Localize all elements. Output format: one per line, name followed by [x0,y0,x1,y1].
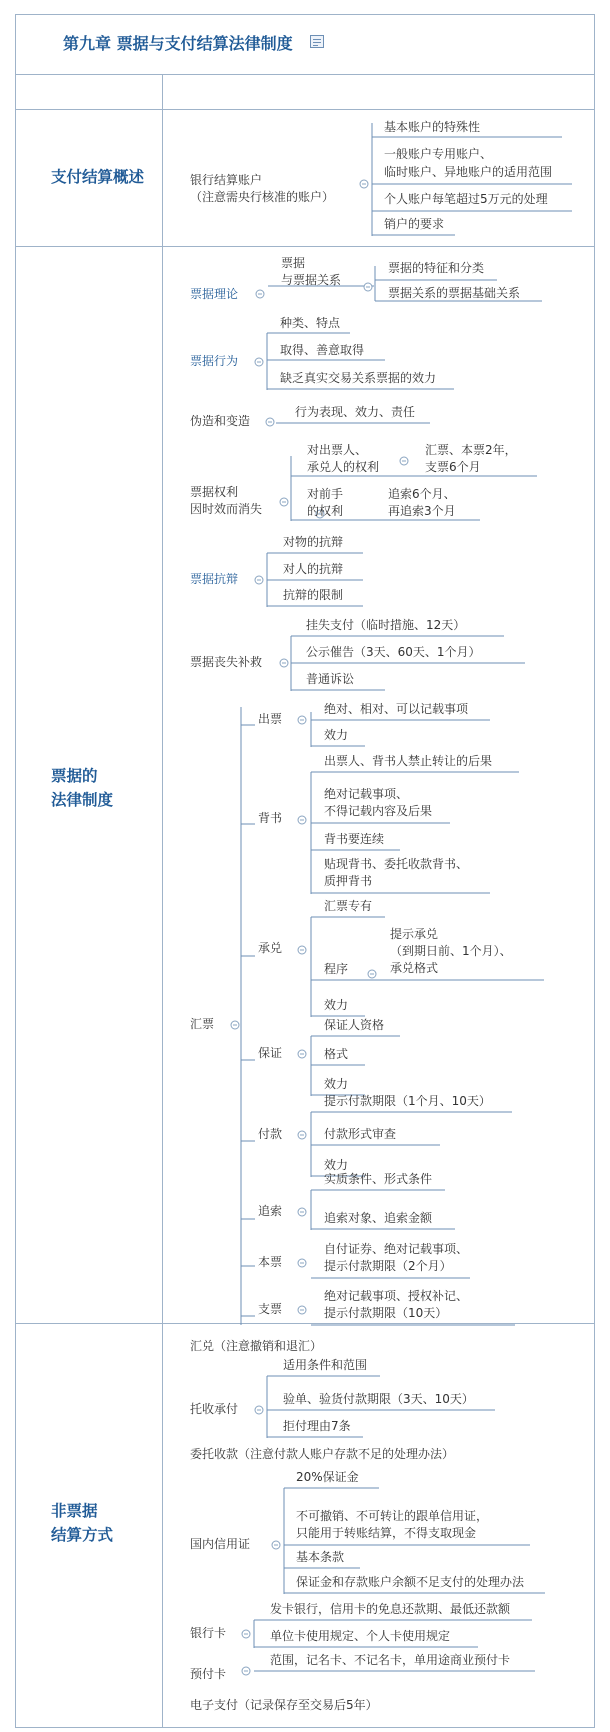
leaf: 绝对记载事项、授权补记、 提示付款期限（10天） [324,1289,469,1320]
leaf: 提示承兑 （到期日前、1个月）、 承兑格式 [390,927,512,975]
page-title: 第九章 票据与支付结算法律制度 [63,34,293,53]
node-remit: 汇兑（注意撤销和退汇） [190,1339,323,1353]
leaf: 不可撤销、不可转让的跟单信用证， 只能用于转账结算，不得支取现金 [296,1509,489,1540]
leaf: 汇票、本票2年， 支票6个月 [425,443,517,474]
node-forge: 伪造和变造 [190,414,251,428]
leaf: 销户的要求 [384,217,445,231]
node-cheque: 支票 [258,1302,283,1316]
node-pay: 付款 [258,1127,283,1141]
leaf: 效力 [324,998,349,1012]
leaf: 绝对记载事项、 不得记载内容及后果 [324,787,433,818]
leaf: 行为表现、效力、责任 [295,405,416,419]
leaf: 单位卡使用规定、个人卡使用规定 [270,1629,451,1643]
node-epay: 电子支付（记录保存至交易后5年） [190,1698,378,1712]
node-theory: 票据理论 [190,287,239,301]
node-lc: 国内信用证 [190,1537,251,1551]
leaf: 验单、验货付款期限（3天、10天） [283,1392,474,1406]
leaf: 效力 [324,1077,349,1091]
node-rights-mid2: 对前手 的权利 [307,487,344,518]
leaf: 付款形式审查 [324,1127,397,1141]
node-issue: 出票 [258,712,283,726]
node-acts: 票据行为 [190,354,239,368]
leaf: 格式 [324,1047,349,1061]
section-negotiable-instruments: 票据的 法律制度 [51,767,114,809]
leaf: 公示催告（3天、60天、1个月） [306,645,481,659]
leaf: 一般账户专用账户、 [384,147,493,161]
node-defense: 票据抗辩 [190,572,239,586]
leaf: 种类、特点 [280,316,341,330]
node-card: 银行卡 [190,1626,227,1640]
leaf: 适用条件和范围 [283,1358,368,1372]
leaf: 对物的抗辩 [283,535,344,549]
section-payment-overview: 支付结算概述 [51,168,145,186]
leaf: 普通诉讼 [306,672,355,686]
leaf: 20%保证金 [296,1470,359,1484]
node-rights: 票据权利 因时效而消失 [190,485,263,516]
node-prepaid: 预付卡 [190,1667,227,1681]
node-draft: 汇票 [190,1017,215,1031]
leaf: 效力 [324,1158,349,1172]
leaf: 发卡银行，信用卡的免息还款期、最低还款额 [270,1602,511,1616]
leaf: 绝对、相对、可以记载事项 [324,702,469,716]
node-accept: 承兑 [258,941,283,955]
section-non-instrument-settlement: 非票据 结算方式 [51,1502,114,1544]
leaf: 个人账户每笔超过5万元的处理 [384,192,548,206]
leaf: 汇票专有 [324,899,373,913]
leaf: 贴现背书、委托收款背书、 质押背书 [324,857,469,888]
leaf: 背书要连续 [324,832,385,846]
leaf: 临时账户、异地账户的适用范围 [384,165,553,179]
leaf: 基本条款 [296,1550,345,1564]
bank-account-node: 银行结算账户 （注意需央行核准的账户） [190,173,335,204]
node-theory-mid: 票据 与票据关系 [281,256,342,287]
leaf: 实质条件、形式条件 [324,1172,433,1186]
node-recourse: 追索 [258,1204,283,1218]
leaf: 自付证券、绝对记载事项、 提示付款期限（2个月） [324,1242,469,1273]
leaf: 追索对象、追索金额 [324,1211,433,1225]
node-entrust: 委托收款（注意付款人账户存款不足的处理办法） [190,1447,455,1461]
node-promissory: 本票 [258,1255,283,1269]
leaf: 对人的抗辩 [283,562,344,576]
leaf: 挂失支付（临时措施、12天） [306,618,466,632]
node-guarantee: 保证 [258,1046,283,1060]
leaf: 抗辩的限制 [283,588,344,602]
node-rights-mid1: 对出票人、 承兑人的权利 [307,443,380,474]
leaf: 保证金和存款账户余额不足支付的处理办法 [296,1575,525,1589]
leaf: 基本账户的特殊性 [384,120,481,134]
leaf: 出票人、背书人禁止转让的后果 [324,754,493,768]
node-loss: 票据丧失补救 [190,655,263,669]
node-collect: 托收承付 [190,1402,239,1416]
leaf: 拒付理由7条 [283,1419,351,1433]
leaf: 追索6个月、 再追索3个月 [388,487,456,518]
node-endorse: 背书 [258,811,283,825]
leaf: 范围，记名卡、不记名卡，单用途商业预付卡 [270,1653,511,1667]
leaf: 取得、善意取得 [280,343,365,357]
leaf: 票据的特征和分类 [388,261,485,275]
leaf: 提示付款期限（1个月、10天） [324,1094,491,1108]
leaf: 票据关系的票据基础关系 [388,286,521,300]
notes-icon [311,36,324,48]
leaf: 保证人资格 [324,1018,385,1032]
leaf: 效力 [324,728,349,742]
leaf: 缺乏真实交易关系票据的效力 [280,371,437,385]
node-accept-procedure: 程序 [324,962,349,976]
